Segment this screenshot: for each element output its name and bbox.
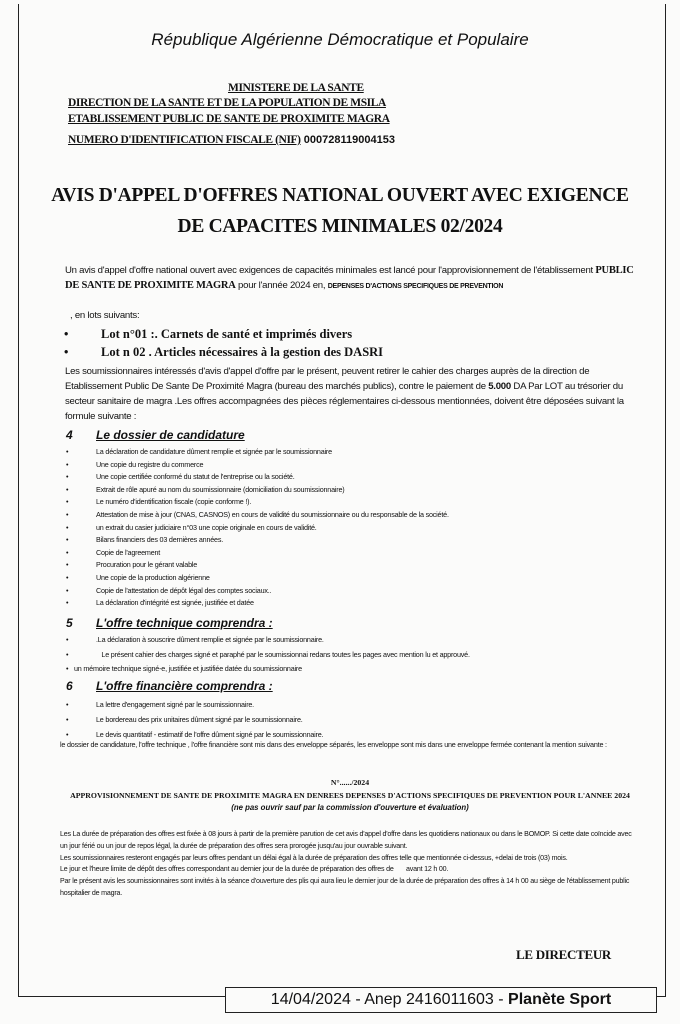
list-item: • Bilans financiers des 03 dernières années. xyxy=(66,534,646,547)
term-paragraph: Par le présent avis les soumissionnaires sont invités à la séance d'ouverture des plis qui aura lieu le dernier jour de la durée de préparation des offres à 14 h 00 au siège de l'établissement public hospitalier de magra. xyxy=(60,877,630,897)
list-item: • un extrait du casier judiciaire n°03 une copie originale en cours de validité. xyxy=(66,522,646,535)
section-6-list xyxy=(66,697,646,742)
section-title: Le dossier de candidature xyxy=(96,428,245,442)
lot-2 xyxy=(64,345,383,360)
intro-establishment: PUBLIC DE SANTE DE PROXIMITE MAGRA xyxy=(65,265,634,291)
section-6-heading xyxy=(66,679,273,693)
lot-1 xyxy=(64,327,352,342)
footer-publication: Planète Sport xyxy=(508,991,612,1008)
section-4-heading xyxy=(66,428,245,442)
intro-lots-lead: , en lots suivants: xyxy=(70,310,140,321)
publication-footer xyxy=(225,987,657,1013)
list-item: • Le devis quantitatif - estimatif de l'offre dûment signé par le soumissionnaire. xyxy=(66,727,646,742)
page-title xyxy=(20,180,660,242)
signature: LE DIRECTEUR xyxy=(516,947,612,962)
envelope-line: APPROVISIONNEMENT DE SANTE DE PROXIMITE MAGRA EN DENREES DEPENSES D'ACTIONS SPECIFIQUES DE PREVENTION POUR L'ANNEE 2024 xyxy=(70,790,630,800)
section-number: 6 xyxy=(66,679,73,693)
section-title: L'offre financière comprendra : xyxy=(96,679,273,693)
list-item: • Copie de l'agreement xyxy=(66,547,646,560)
intro-expense: DEPENSES D'ACTIONS SPECIFIQUES DE PREVENTION xyxy=(327,283,504,290)
term-paragraph: Les La durée de préparation des offres est fixée à 08 jours à partir de la première parution de cet avis d'appel d'offre dans les quotidiens nationaux ou dans le BOMOP. Si cette date coïncide avec un jour férié ou un jour de repos légal, la durée de préparation des offres sera prorogée jusqu'au jour ouvrable suivant. xyxy=(60,830,632,850)
section-number: 5 xyxy=(66,616,73,630)
nif-label: NUMERO D'IDENTIFICATION FISCALE (NIF) xyxy=(68,134,301,146)
term-paragraph: Le jour et l'heure limite de dépôt des offres correspondant au dernier jour de la durée de préparation des offres de avant 12 h 00. xyxy=(60,865,449,874)
list-item: • Une copie de la production algérienne xyxy=(66,572,646,585)
establishment: ETABLISSEMENT PUBLIC DE SANTE DE PROXIMITE MAGRA xyxy=(68,113,390,125)
intro-paragraph xyxy=(65,263,640,294)
list-item: • Procuration pour le gérant valable xyxy=(66,559,646,572)
list-item: • La lettre d'engagement signé par le soumissionnaire. xyxy=(66,697,646,712)
section-title: L'offre technique comprendra : xyxy=(96,616,273,630)
envelope-note: le dossier de candidature, l'offre technique , l'offre financière sont mis dans des enveloppe séparés, les enveloppe sont mis dans une enveloppe fermée contenant la mention suivante : xyxy=(60,740,607,749)
intro-text-2: pour l'année 2024 en, xyxy=(235,280,328,291)
title-line-1: AVIS D'APPEL D'OFFRES NATIONAL OUVERT AVEC EXIGENCE xyxy=(51,185,629,206)
withdrawal-text: Les soumissionnaires intéressés d'avis d'appel d'offre par le présent, peuvent retirer le cahier des charges auprès de la direction de Etablissement Public De Sante De Proximité Magra (bureau des marchés publics), contre le paiement de xyxy=(65,366,590,392)
intro-text: Un avis d'appel d'offre national ouvert avec exigences de capacités minimales est lancé pour l'approvisionnement de l'établissement xyxy=(65,265,596,276)
list-item: • Copie de l'attestation de dépôt légal des comptes sociaux.. xyxy=(66,585,646,598)
list-item: • un mémoire technique signé-e, justifiée et justifiée datée du soumissionnaire xyxy=(66,662,646,677)
list-item: • Une copie certifiée conformé du statut de l'entreprise ou la société. xyxy=(66,471,646,484)
list-item: • Attestation de mise à jour (CNAS, CASNOS) en cours de validité du soumissionnaire ou du responsable de la société. xyxy=(66,509,646,522)
envelope-label xyxy=(60,777,640,815)
list-item: • La déclaration de candidature dûment remplie et signée par le soumissionnaire xyxy=(66,446,646,459)
envelope-note-text: (ne pas ouvrir sauf par la commission d'ouverture et évaluation) xyxy=(231,803,469,812)
section-number: 4 xyxy=(66,428,73,442)
lot-label: Lot n°01 :. Carnets de santé et imprimés divers xyxy=(101,327,353,341)
envelope-number: N°....../2024 xyxy=(330,778,370,787)
section-4-list xyxy=(66,446,646,610)
bullet-icon: • xyxy=(64,345,69,359)
nif-line xyxy=(68,134,395,146)
term-paragraph: Les soumissionnaires resteront engagés par leurs offres pendant un délai égal à la durée de préparation des offres telle que mentionnée ci-dessus, +delai de trois (03) mois. xyxy=(60,853,568,862)
header-republic: République Algérienne Démocratique et Populaire xyxy=(151,30,529,49)
list-item: • Extrait de rôle apuré au nom du soumissionnaire (domiciliation du soumissionnaire) xyxy=(66,484,646,497)
list-item: • La déclaration d'intégrité est signée, justifiée et datée xyxy=(66,597,646,610)
list-item: • Le bordereau des prix unitaires dûment signé par le soumissionnaire. xyxy=(66,712,646,727)
section-5-list xyxy=(66,633,646,677)
terms xyxy=(60,829,640,900)
withdrawal-paragraph xyxy=(65,364,640,424)
direction: DIRECTION DE LA SANTE ET DE LA POPULATION DE MSILA xyxy=(68,97,386,109)
list-item: • Le numéro d'identification fiscale (copie conforme !). xyxy=(66,496,646,509)
title-line-2: DE CAPACITES MINIMALES 02/2024 xyxy=(177,216,503,237)
list-item: • Une copie du registre du commerce xyxy=(66,459,646,472)
withdrawal-text-2: DA Par LOT au trésorier du secteur sanitaire de magra .Les offres accompagnées des pièces réglementaires ci-dessous mentionnées, doivent être déposées suivant la formule suivante : xyxy=(65,381,624,422)
withdrawal-amount: 5.000 xyxy=(488,381,511,392)
lot-label: Lot n 02 . Articles nécessaires à la gestion des DASRI xyxy=(101,345,384,359)
list-item: • Le présent cahier des charges signé et paraphé par le soumissionnai redans toutes les pages avec mention lu et approuvé. xyxy=(66,648,646,663)
footer-text: 14/04/2024 - Anep 2416011603 - xyxy=(270,991,509,1008)
bullet-icon: • xyxy=(64,327,69,341)
list-item: • .La déclaration à souscrire dûment remplie et signée par le soumissionnaire. xyxy=(66,633,646,648)
ministry: MINISTERE DE LA SANTE xyxy=(228,82,364,94)
section-5-heading xyxy=(66,616,273,630)
nif-number: 000728119004153 xyxy=(303,134,395,146)
